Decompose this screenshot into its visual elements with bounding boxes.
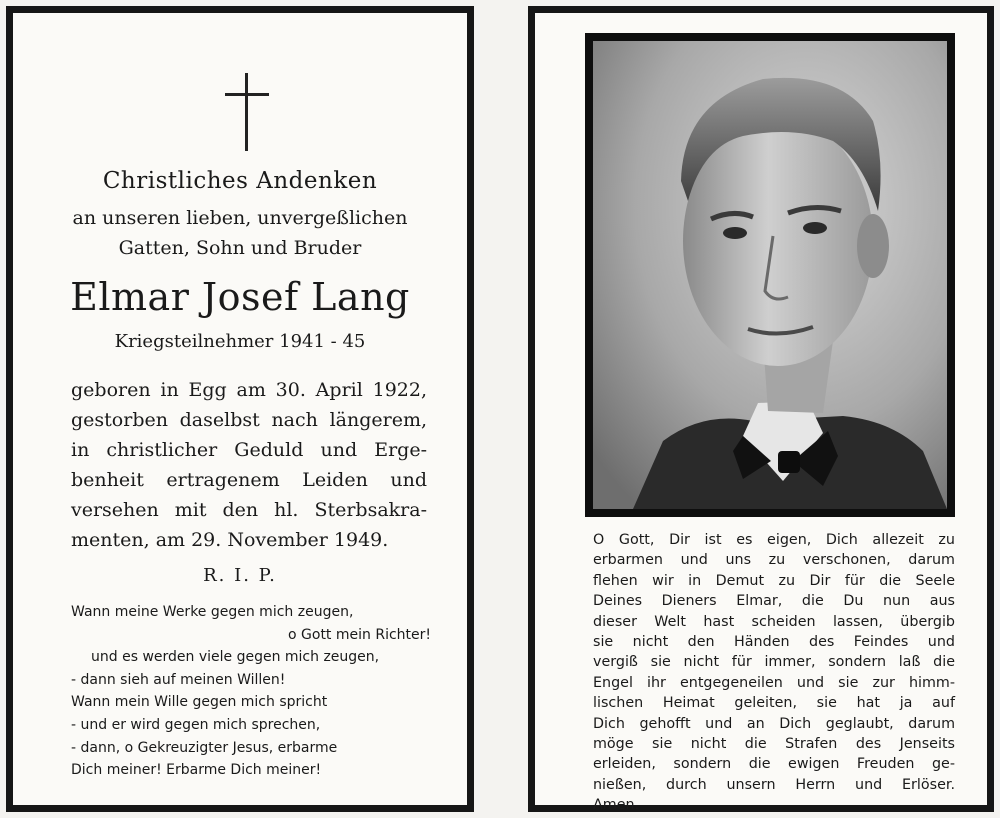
cross-icon	[225, 73, 269, 151]
bio-line: benheit ertragenem Leiden und	[71, 469, 427, 491]
poem-line: - dann, o Gekreuzigter Jesus, erbarme	[71, 739, 338, 756]
portrait-frame	[585, 33, 955, 517]
prayer-line: flehen wir in Demut zu Dir für die Seele	[593, 572, 955, 589]
prayer-line: Amen.	[593, 797, 640, 814]
intro-line-1: an unseren lieben, unvergeßlichen	[72, 207, 408, 229]
poem-line: o Gott mein Richter!	[288, 626, 431, 643]
poem-line: - und er wird gegen mich sprechen,	[71, 716, 321, 733]
prayer-line: erbarmen und uns zu verschonen, darum	[593, 552, 955, 569]
poem-line: Dich meiner! Erbarme Dich meiner!	[71, 762, 322, 779]
prayer-line: nießen, durch unsern Herrn und Erlöser.	[593, 776, 955, 793]
prayer-line: Deines Dieners Elmar, die Du nun aus	[593, 593, 955, 610]
biography	[71, 375, 427, 555]
bio-line: in christlicher Geduld und Erge-	[71, 439, 427, 461]
prayer-line: Dich gehofft und an Dich geglaubt, darum	[593, 715, 955, 732]
prayer-line: möge sie nicht die Strafen des Jenseits	[593, 735, 955, 752]
memorial-card-back	[528, 6, 994, 812]
rip-text: R. I. P.	[203, 565, 277, 586]
prayer-line: vergiß sie nicht für immer, sondern laß die	[593, 654, 955, 671]
prayer-line: dieser Welt hast scheiden lassen, übergib	[593, 613, 955, 630]
poem	[71, 601, 431, 782]
bio-line: geboren in Egg am 30. April 1922,	[71, 379, 427, 401]
rank-line: Kriegsteilnehmer 1941 - 45	[114, 331, 366, 352]
portrait-illustration	[593, 41, 947, 509]
bio-line: gestorben daselbst nach längerem,	[71, 409, 427, 431]
prayer-line: lischen Heimat geleiten, sie hat ja auf	[593, 695, 955, 712]
bio-line: menten, am 29. November 1949.	[71, 529, 389, 551]
bio-line: versehen mit den hl. Sterbsakra-	[71, 499, 427, 521]
poem-line: Wann mein Wille gegen mich spricht	[71, 694, 328, 711]
poem-line: Wann meine Werke gegen mich zeugen,	[71, 604, 354, 620]
intro-line-2: Gatten, Sohn und Bruder	[118, 237, 362, 259]
prayer-line: sie nicht den Händen des Feindes und	[593, 633, 955, 650]
prayer-line: Engel ihr entgegeneilen und sie zur himm-	[593, 674, 955, 691]
prayer-line: O Gott, Dir ist es eigen, Dich allezeit zu	[593, 532, 955, 548]
poem-line: und es werden viele gegen mich zeugen,	[91, 649, 380, 666]
heading: Christliches Andenken	[102, 168, 378, 194]
prayer-line: erleiden, sondern die ewigen Freuden ge-	[593, 756, 955, 773]
memorial-card-front	[6, 6, 474, 812]
portrait-photo	[593, 41, 947, 509]
poem-line: - dann sieh auf meinen Willen!	[71, 671, 286, 688]
prayer-text	[593, 530, 955, 815]
deceased-name: Elmar Josef Lang	[70, 275, 410, 319]
